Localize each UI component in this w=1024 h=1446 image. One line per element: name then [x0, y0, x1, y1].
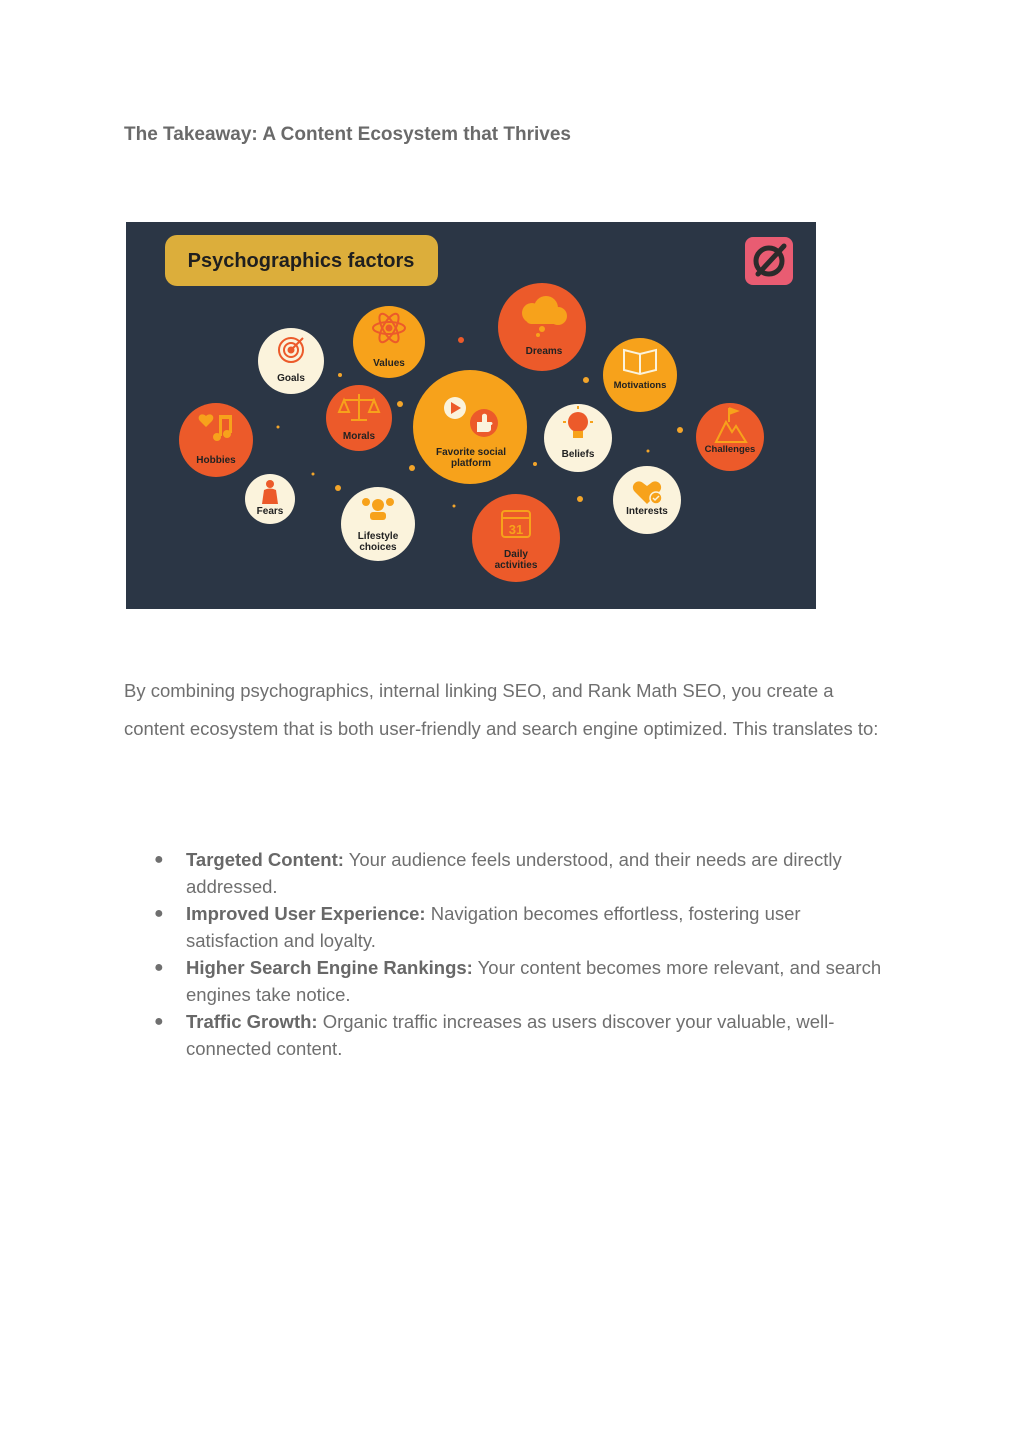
- challenges-label: Challenges: [704, 444, 756, 455]
- list-item: [124, 900, 884, 954]
- goals-label: Goals: [277, 373, 305, 384]
- factor-interests: [613, 466, 681, 534]
- factor-lifestyle-choices: [341, 487, 415, 561]
- favorite-social-label-line1: Favorite social: [435, 447, 507, 458]
- hobbies-label: Hobbies: [196, 455, 236, 466]
- lifestyle-label-line1: Lifestyle: [357, 531, 399, 542]
- list-item-text: Organic traffic increases as users discover your valuable, well-connected content.: [186, 1011, 835, 1059]
- brand-logo-icon: [745, 237, 793, 285]
- bullet-icon: ●: [154, 905, 164, 922]
- fears-label: Fears: [256, 506, 284, 517]
- list-item-text: Navigation becomes effortless, fostering user satisfaction and loyalty.: [186, 903, 801, 951]
- calendar-number: 31: [508, 522, 524, 537]
- page-title: The Takeaway: A Content Ecosystem that Thrives: [124, 124, 571, 145]
- list-item-term: Higher Search Engine Rankings:: [186, 957, 473, 978]
- factor-daily-activities: [472, 494, 560, 582]
- list-item: [124, 954, 884, 1008]
- factor-beliefs: [544, 404, 612, 472]
- daily-label-line1: Daily: [504, 549, 528, 560]
- interests-label: Interests: [626, 506, 668, 517]
- factor-favorite-social-platform: [413, 370, 527, 484]
- factor-goals: [258, 328, 324, 394]
- list-item-term: Targeted Content:: [186, 849, 344, 870]
- bullet-icon: ●: [154, 851, 164, 868]
- list-item-term: Traffic Growth:: [186, 1011, 318, 1032]
- list-item-text: Your content becomes more relevant, and search engines take notice.: [186, 957, 882, 1005]
- list-item: [124, 846, 884, 900]
- factor-morals: [326, 385, 392, 451]
- psychographics-infographic: [126, 222, 816, 609]
- factor-motivations: [603, 338, 677, 412]
- daily-label-line2: activities: [494, 560, 538, 571]
- beliefs-label: Beliefs: [561, 449, 595, 460]
- body-paragraph: By combining psychographics, internal linking SEO, and Rank Math SEO, you create a content ecosystem that is both user-friendly and search engine optimized. This translates to:: [124, 680, 879, 739]
- list-item: [124, 1008, 884, 1062]
- infographic-heading: Psychographics factors: [187, 250, 415, 272]
- lifestyle-label-line2: choices: [359, 542, 397, 553]
- values-label: Values: [373, 358, 405, 369]
- favorite-social-label-line2: platform: [451, 458, 491, 469]
- morals-label: Morals: [342, 431, 376, 442]
- list-item-text: Your audience feels understood, and their needs are directly addressed.: [186, 849, 842, 897]
- list-item-term: Improved User Experience:: [186, 903, 426, 924]
- factor-fears: [245, 474, 295, 524]
- factor-values: [353, 306, 425, 378]
- motivations-label: Motivations: [613, 380, 667, 391]
- bullet-icon: ●: [154, 1013, 164, 1030]
- bullet-icon: ●: [154, 959, 164, 976]
- factor-challenges: [696, 403, 764, 471]
- dreams-label: Dreams: [525, 346, 563, 357]
- benefits-list: [124, 846, 884, 1062]
- factor-hobbies: [179, 403, 253, 477]
- factor-dreams: [498, 283, 586, 371]
